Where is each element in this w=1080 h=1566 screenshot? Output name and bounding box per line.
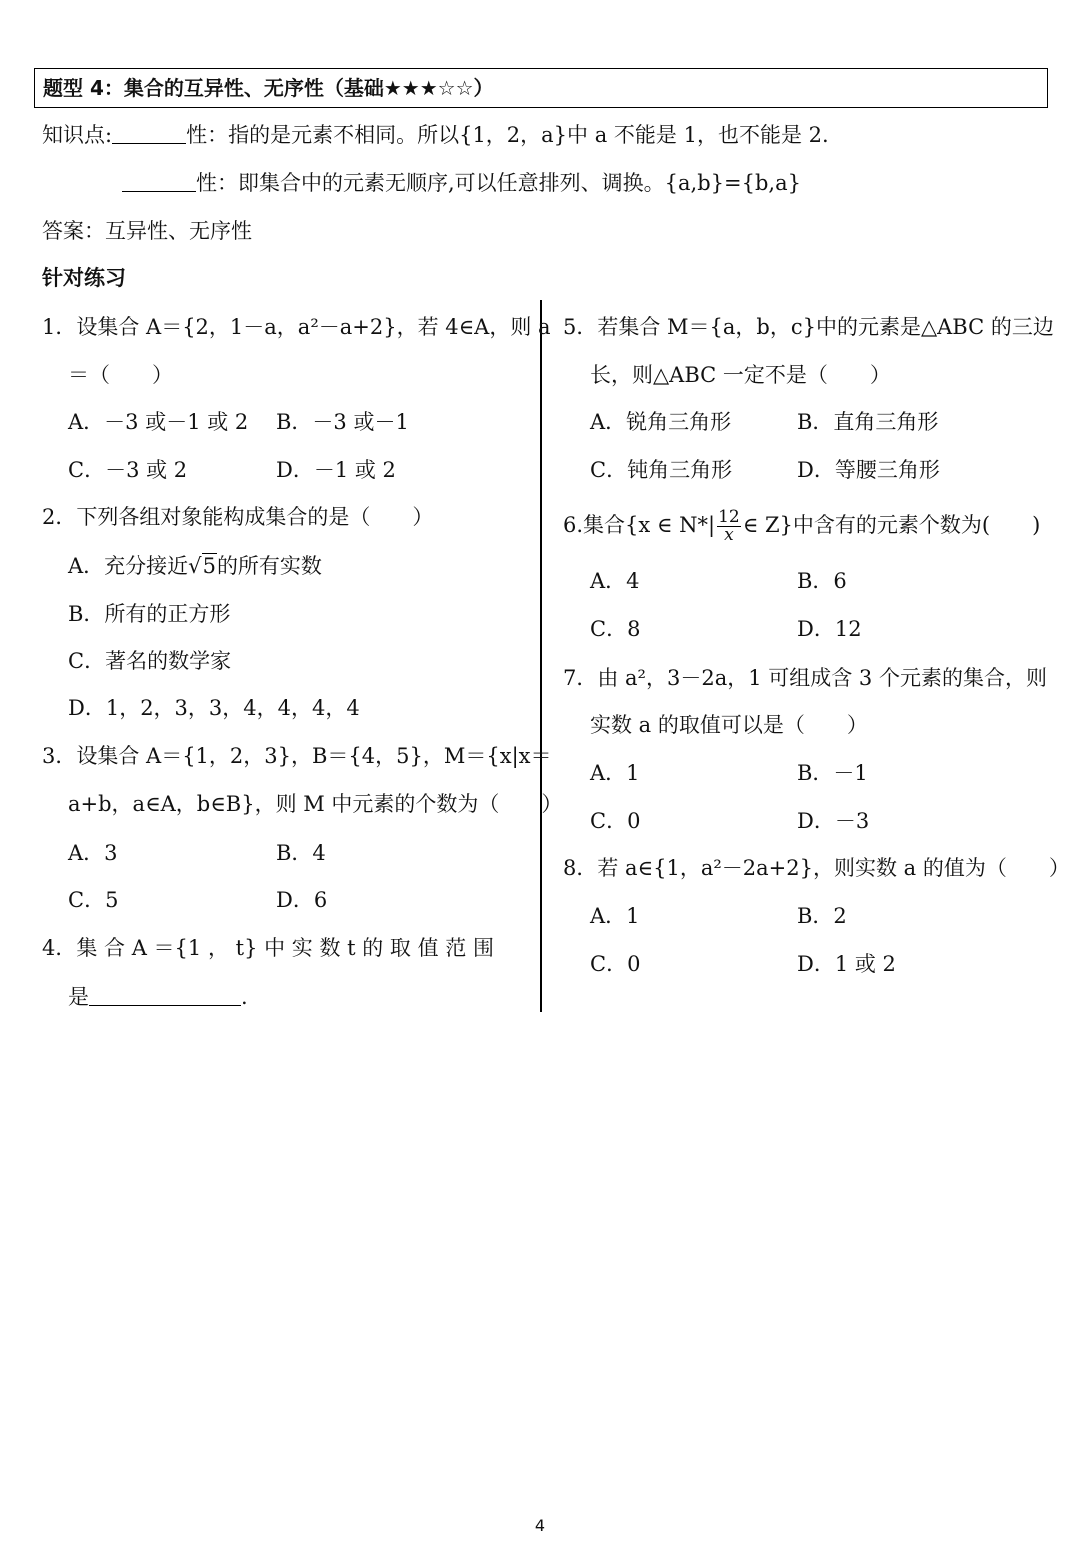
knowledge-line-1 <box>42 120 829 150</box>
q2-option-a: A．充分接近√5的所有实数 <box>68 554 322 578</box>
practice-heading: 针对练习 <box>42 266 126 290</box>
q1-option-d: D．－1 或 2 <box>276 458 396 482</box>
q5-line-1: 5．若集合 M＝{a，b，c}中的元素是△ABC 的三边 <box>563 315 1054 339</box>
q7-option-d: D．－3 <box>797 809 870 833</box>
q4-answer-blank <box>89 983 241 1006</box>
q5-option-a: A．锐角三角形 <box>590 410 732 434</box>
answer-text: 答案：互异性、无序性 <box>42 219 252 243</box>
q8-option-c: C．0 <box>590 952 641 976</box>
q7-option-c: C．0 <box>590 809 641 833</box>
q3-line-1: 3．设集合 A＝{1，2，3}，B＝{4，5}，M＝{x|x＝ <box>42 744 552 768</box>
q6-option-a: A．4 <box>590 569 640 593</box>
q6-fraction-denominator: x <box>724 525 734 545</box>
q5-line-2: 长，则△ABC 一定不是（ ） <box>590 363 891 387</box>
q2-line-1: 2．下列各组对象能构成集合的是（ ） <box>42 505 434 529</box>
q6-fraction <box>717 509 741 544</box>
q2-option-a-pre: A．充分接近 <box>68 554 189 578</box>
q1-option-b: B．－3 或－1 <box>276 410 409 434</box>
q5-option-d: D．等腰三角形 <box>797 458 940 482</box>
q7-option-a: A．1 <box>590 761 640 785</box>
knowledge-line-2 <box>122 168 801 198</box>
page-number: 4 <box>534 1516 546 1535</box>
blank-2 <box>122 169 196 192</box>
q3-line-2: a+b，a∈A，b∈B}，则 M 中元素的个数为（ ） <box>68 792 563 816</box>
q1-line-1: 1．设集合 A＝{2，1－a，a²－a+2}，若 4∈A，则 a <box>42 315 551 339</box>
q2-option-a-post: 的所有实数 <box>216 554 322 578</box>
knowledge-text-1: 性：指的是元素不相同。所以{1，2，a}中 a 不能是 1，也不能是 2. <box>186 123 829 147</box>
section-title: 题型 4：集合的互异性、无序性（基础★★★☆☆） <box>34 68 1048 108</box>
q1-option-a: A．－3 或－1 或 2 <box>68 410 249 434</box>
q3-option-c: C．5 <box>68 888 119 912</box>
q2-option-d: D．1，2，3，3，4，4，4，4 <box>68 696 360 720</box>
column-divider <box>540 300 542 1012</box>
q6-pre: 6.集合{x ∈ N*| <box>563 513 716 537</box>
q4-line-1: 4．集 合 A ＝{1 ， t} 中 实 数 t 的 取 值 范 围 <box>42 936 494 960</box>
q1-option-c: C．－3 或 2 <box>68 458 188 482</box>
knowledge-text-2: 性：即集合中的元素无顺序,可以任意排列、调换。{a,b}={b,a} <box>196 171 801 195</box>
q4-line-2-pre: 是 <box>68 985 89 1009</box>
q6-option-d: D．12 <box>797 617 862 641</box>
q2-option-b: B．所有的正方形 <box>68 602 231 626</box>
q4-line-2 <box>68 982 248 1012</box>
q3-option-b: B．4 <box>276 841 326 865</box>
q1-line-2: ＝（ ） <box>68 363 173 387</box>
q6-option-b: B．6 <box>797 569 847 593</box>
q8-option-d: D．1 或 2 <box>797 952 896 976</box>
q8-option-a: A．1 <box>590 904 640 928</box>
q6-post: ∈ Z}中含有的元素个数为( ) <box>742 513 1041 537</box>
q4-line-2-post: . <box>241 985 248 1009</box>
q2-option-a-radicand: 5 <box>202 554 216 578</box>
q2-option-c: C．著名的数学家 <box>68 649 232 673</box>
q5-option-c: C．钝角三角形 <box>590 458 733 482</box>
knowledge-label: 知识点: <box>42 123 113 147</box>
q6-fraction-numerator: 12 <box>718 507 740 527</box>
q3-option-a: A．3 <box>68 841 118 865</box>
q8-line-1: 8．若 a∈{1，a²－2a+2}，则实数 a 的值为（ ） <box>563 856 1070 880</box>
blank-1 <box>112 121 186 144</box>
q7-line-2: 实数 a 的取值可以是（ ） <box>590 713 868 737</box>
q7-option-b: B．－1 <box>797 761 868 785</box>
q6-line-1 <box>563 502 1040 548</box>
q5-option-b: B．直角三角形 <box>797 410 939 434</box>
q6-option-c: C．8 <box>590 617 641 641</box>
q3-option-d: D．6 <box>276 888 328 912</box>
q8-option-b: B．2 <box>797 904 847 928</box>
q7-line-1: 7．由 a²，3－2a，1 可组成含 3 个元素的集合，则 <box>563 666 1047 690</box>
